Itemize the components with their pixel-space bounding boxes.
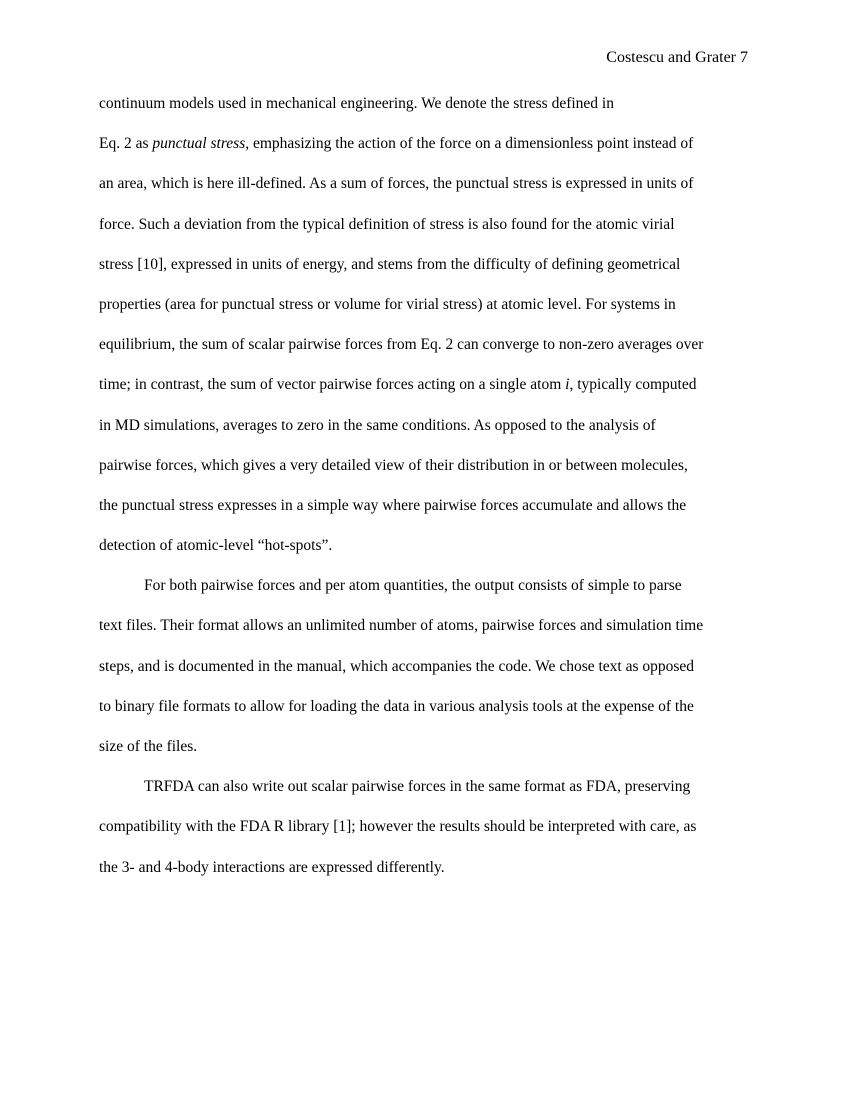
paragraph xyxy=(99,767,750,888)
text-line xyxy=(99,446,750,486)
text-segment: pairwise forces, which gives a very detailed view of their distribution in or between molecules, xyxy=(99,456,688,474)
text-line xyxy=(99,325,750,365)
text-line xyxy=(99,164,750,204)
text-line xyxy=(99,526,750,566)
text-segment: size of the files. xyxy=(99,738,198,755)
text-line xyxy=(99,687,750,727)
text-segment: TRFDA can also write out scalar pairwise forces in the same format as FDA, preserving xyxy=(144,778,691,796)
text-segment: Eq. 2 as xyxy=(99,135,153,153)
text-segment: an area, which is here ill-defined. As a sum of forces, the punctual stress is expressed in units of xyxy=(99,175,694,193)
text-segment: in MD simulations, averages to zero in the same conditions. As opposed to the analysis of xyxy=(99,416,656,434)
text-line xyxy=(99,807,750,847)
text-line xyxy=(99,365,750,405)
text-segment: text files. Their format allows an unlimited number of atoms, pairwise forces and simulation time xyxy=(99,617,704,635)
text-line xyxy=(99,647,750,687)
text-line xyxy=(99,124,750,164)
text-segment: to binary file formats to allow for loading the data in various analysis tools at the expense of the xyxy=(99,697,694,715)
text-segment: properties (area for punctual stress or volume for virial stress) at atomic level. For systems in xyxy=(99,295,676,313)
text-segment: For both pairwise forces and per atom quantities, the output consists of simple to parse xyxy=(144,577,682,595)
text-segment: the 3- and 4-body interactions are expressed differently. xyxy=(99,858,445,876)
text-line xyxy=(99,84,750,124)
text-line xyxy=(99,767,750,807)
text-segment: the punctual stress expresses in a simple way where pairwise forces accumulate and allows the xyxy=(99,496,687,514)
text-segment: force. Such a deviation from the typical definition of stress is also found for the atomic virial xyxy=(99,215,675,233)
text-segment: steps, and is documented in the manual, which accompanies the code. We chose text as opposed xyxy=(99,657,695,675)
body-text xyxy=(99,84,750,888)
text-line xyxy=(99,245,750,285)
paragraph xyxy=(99,84,750,566)
text-line xyxy=(99,848,750,888)
text-line xyxy=(99,285,750,325)
text-segment: , typically computed xyxy=(569,376,697,394)
text-segment: equilibrium, the sum of scalar pairwise forces from Eq. 2 can converge to non-zero averages over xyxy=(99,336,704,354)
paragraph xyxy=(99,566,750,767)
text-segment: continuum models used in mechanical engineering. We denote the stress defined in xyxy=(99,95,614,112)
italic-text-segment: i xyxy=(565,376,570,394)
text-segment: , emphasizing the action of the force on a dimensionless point instead of xyxy=(245,135,694,153)
text-line xyxy=(99,486,750,526)
text-segment: stress [10], expressed in units of energy, and stems from the difficulty of defining geometrical xyxy=(99,255,681,273)
text-line xyxy=(99,606,750,646)
italic-text-segment: punctual stress xyxy=(152,135,246,153)
text-segment: time; in contrast, the sum of vector pairwise forces acting on a single atom xyxy=(99,376,566,394)
text-segment: detection of atomic-level “hot-spots”. xyxy=(99,537,333,555)
text-line xyxy=(99,727,750,767)
text-line xyxy=(99,205,750,245)
text-line xyxy=(99,406,750,446)
text-line xyxy=(99,566,750,606)
running-head: Costescu and Grater 7 xyxy=(606,49,748,66)
text-segment: compatibility with the FDA R library [1]; however the results should be interpreted with care, as xyxy=(99,818,697,836)
